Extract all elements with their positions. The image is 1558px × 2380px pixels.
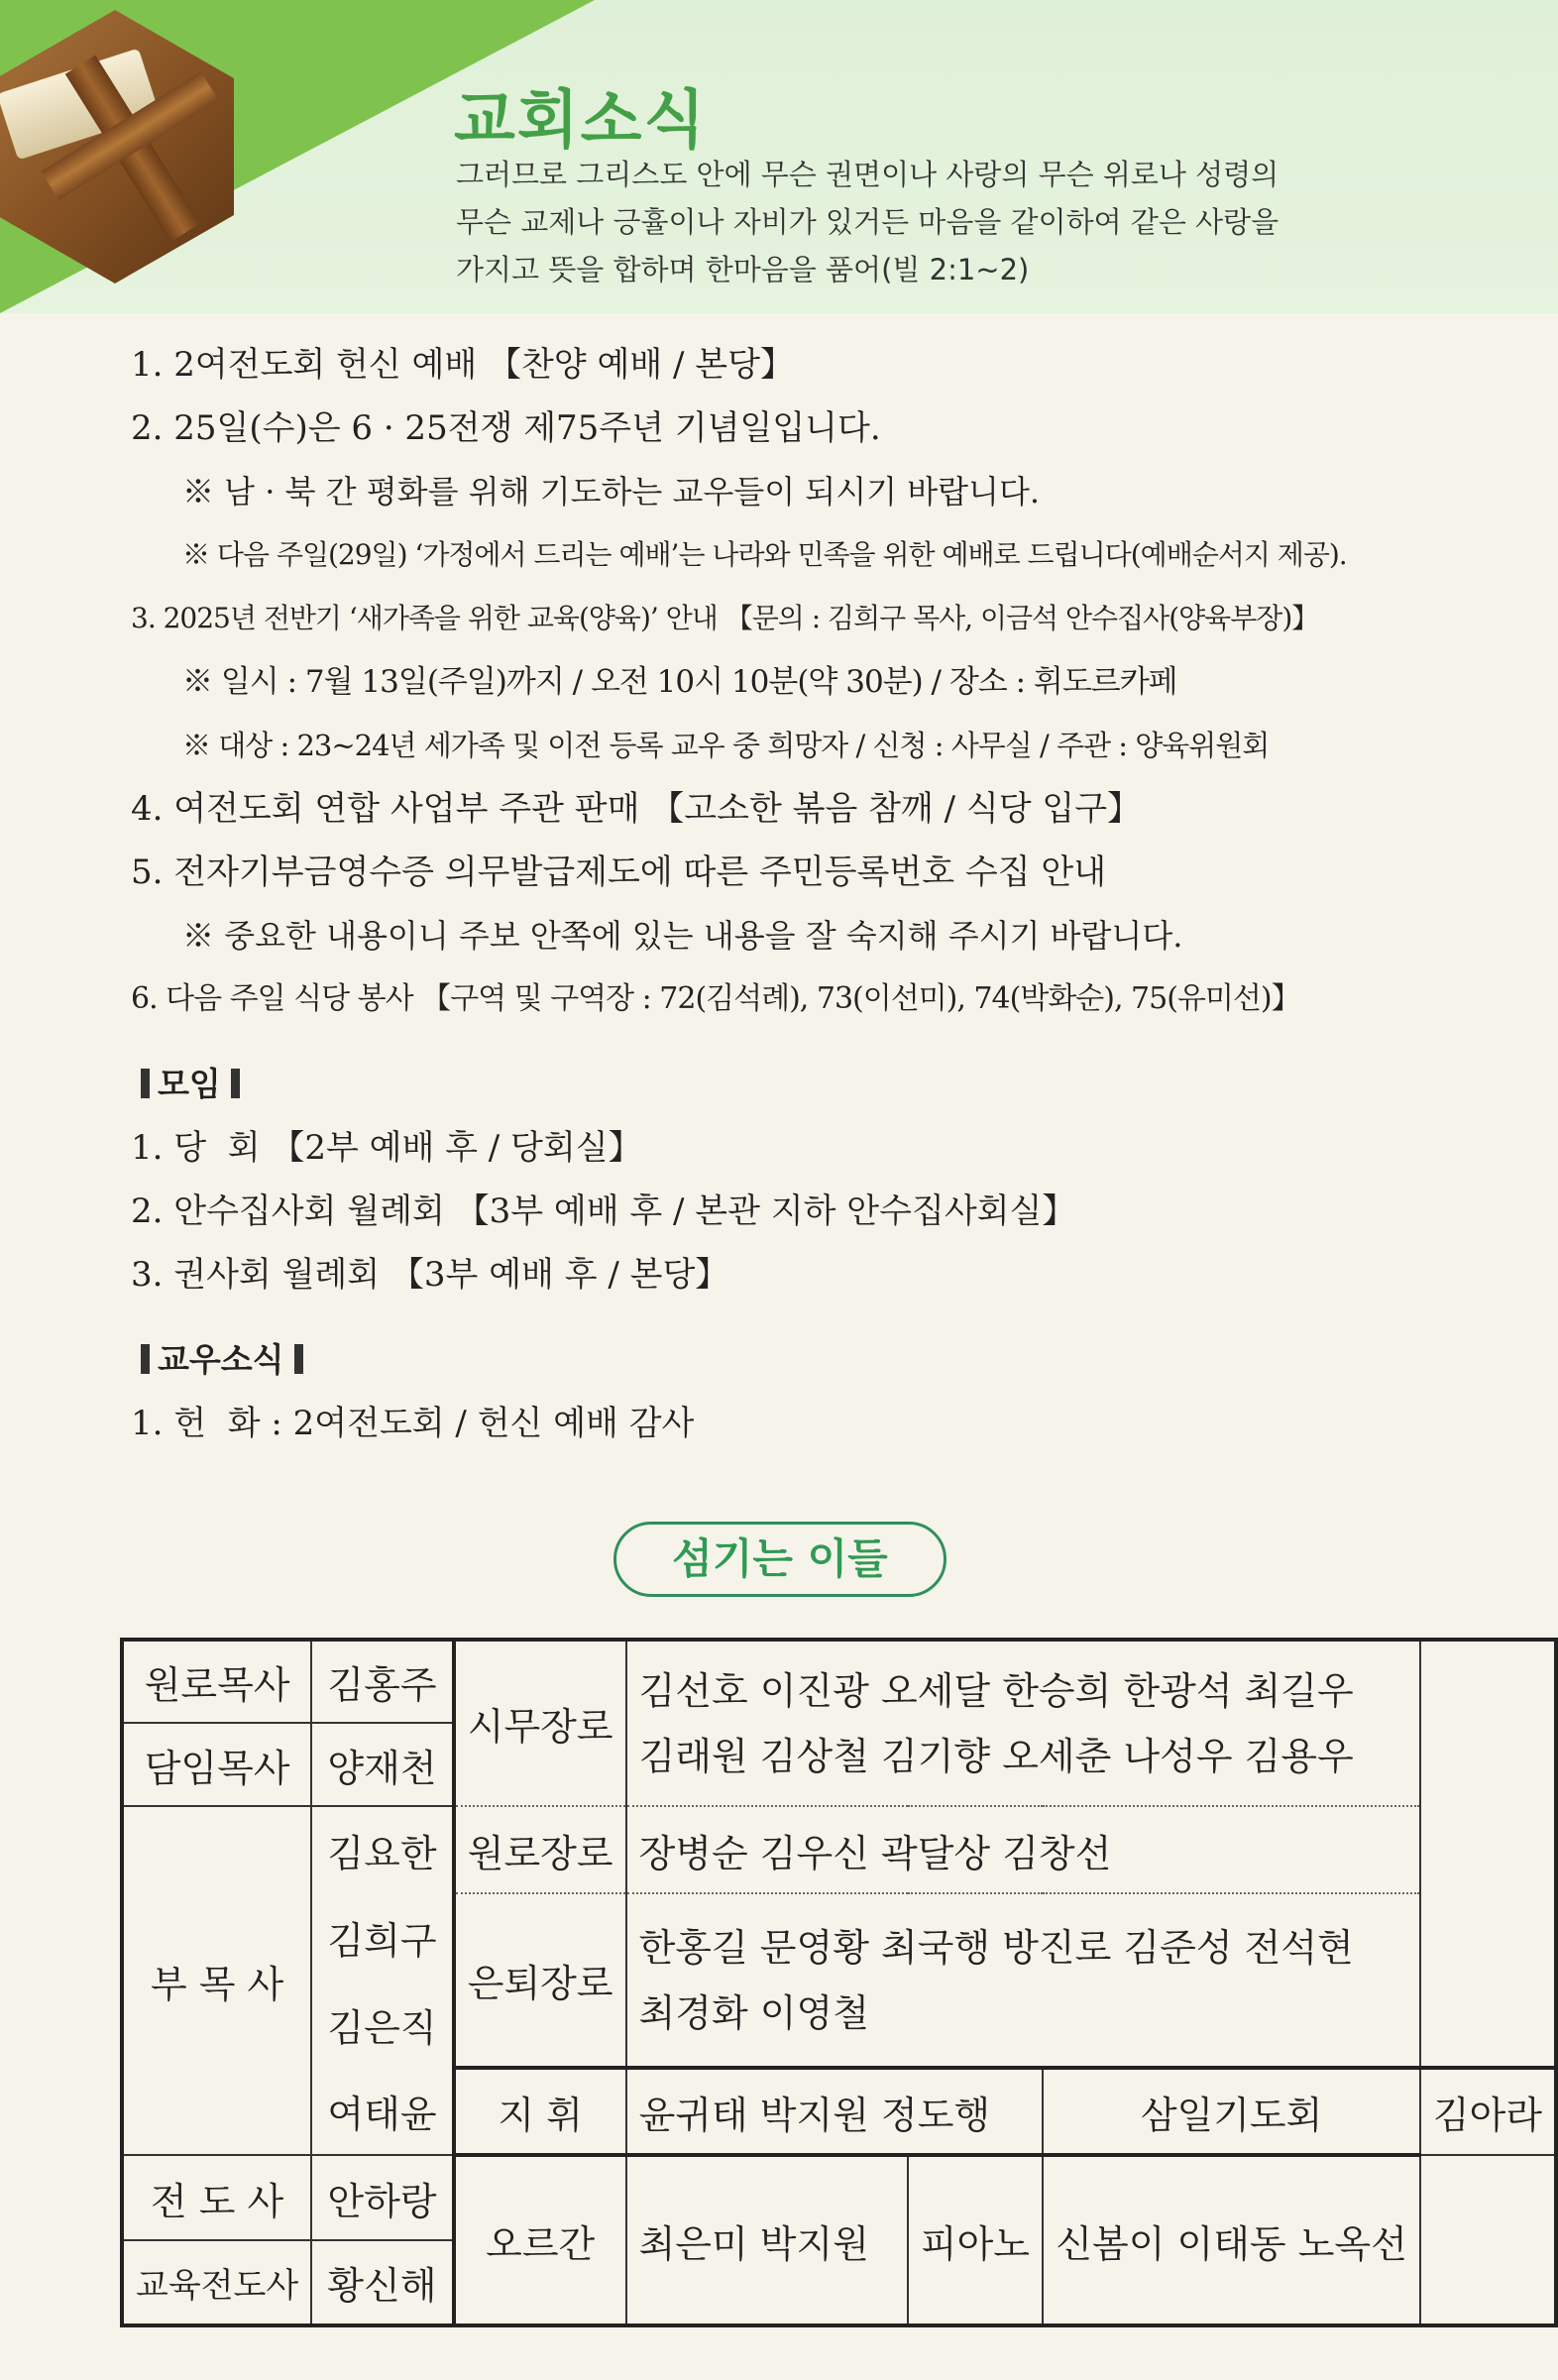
notice-item: 5. 전자기부금영수증 의무발급제도에 따른 주민등록번호 수집 안내	[131, 852, 1107, 892]
associate-pastor-name: 김희구	[311, 1893, 454, 1981]
name-line: 김선호 이진광 오세달 한승희 한광석 최길우	[638, 1668, 1354, 1713]
notice-subitem: ※ 대상 : 23~24년 세가족 및 이전 등록 교우 중 희망자 / 신청 : 사무실 / 주관 : 양육위원회	[182, 729, 1270, 762]
meeting-item: 3. 권사회 월례회 【3부 예배 후 / 본당】	[131, 1255, 729, 1295]
verse-line: 가지고 뜻을 합하며 한마음을 품어(빌 2:1~2)	[456, 253, 1030, 286]
conductor-label: 지 휘	[454, 2068, 626, 2155]
header-banner	[0, 0, 1558, 313]
notice-item: 1. 2여전도회 헌신 예배 【찬양 예배 / 본당】	[131, 345, 794, 385]
notice-subitem: ※ 일시 : 7월 13일(주일)까지 / 오전 10시 10분(약 30분) / 장소 : 휘도르카페	[182, 664, 1177, 700]
edu-evangelist-label: 교육전도사	[122, 2240, 311, 2325]
notice-subitem: ※ 중요한 내용이니 주보 안쪽에 있는 내용을 잘 숙지해 주시기 바랍니다.	[182, 917, 1183, 955]
wed-prayer-label: 삼일기도회	[1043, 2068, 1420, 2155]
meetings-heading: 모임	[131, 1053, 1449, 1116]
meeting-item: 2. 안수집사회 월례회 【3부 예배 후 / 본관 지하 안수집사회실】	[131, 1191, 1076, 1231]
associate-pastor-name: 김은직	[311, 1981, 454, 2068]
heading-bar-icon	[141, 1069, 150, 1098]
notice-subitem: ※ 남 · 북 간 평화를 위해 기도하는 교우들이 되시기 바랍니다.	[182, 473, 1041, 510]
name-line: 최경화 이영철	[638, 1990, 869, 2035]
servants-title-badge: 섬기는 이들	[613, 1522, 946, 1597]
emeritus-elders-label: 원로장로	[454, 1806, 626, 1893]
retired-elders-names	[626, 1893, 1420, 2068]
emeritus-elders-names: 장병순 김우신 곽달상 김창선	[626, 1806, 1420, 1893]
associate-pastor-name: 김요한	[311, 1806, 454, 1893]
servants-table	[120, 1638, 1558, 2327]
heading-bar-icon	[294, 1344, 303, 1374]
senior-pastor-label: 담임목사	[122, 1723, 311, 1806]
members-news-heading: 교우소식	[131, 1328, 1449, 1392]
verse-line: 그러므로 그리스도 안에 무슨 권면이나 사랑의 무슨 위로나 성령의	[456, 158, 1280, 191]
notice-item: 6. 다음 주일 식당 봉사 【구역 및 구역장 : 72(김석례), 73(이선미), 74(박화순), 75(유미선)】	[131, 981, 1300, 1016]
notice-item: 4. 여전도회 연합 사업부 주관 판매 【고소한 볶음 참깨 / 식당 입구】	[131, 789, 1142, 829]
verse-line: 무슨 교제나 긍휼이나 자비가 있거든 마음을 같이하여 같은 사랑을	[456, 205, 1280, 239]
organ-label: 오르간	[454, 2155, 626, 2325]
organist-names: 최은미 박지원	[626, 2155, 908, 2325]
evangelist-name: 안하랑	[311, 2155, 454, 2240]
associate-pastor-label: 부 목 사	[122, 1806, 311, 2155]
church-notices	[131, 333, 1449, 1455]
name-line: 한홍길 문영황 최국행 방진로 김준성 전석현	[638, 1925, 1354, 1970]
scripture-verse	[456, 151, 1506, 293]
senior-pastor-name: 양재천	[311, 1723, 454, 1806]
members-news-item: 1. 헌 화 : 2여전도회 / 헌신 예배 감사	[131, 1404, 695, 1443]
retired-elders-label: 은퇴장로	[454, 1893, 626, 2068]
piano-label: 피아노	[908, 2155, 1044, 2325]
active-elders-names	[626, 1640, 1420, 1806]
conductor-names: 윤귀태 박지원 정도행	[626, 2068, 1044, 2155]
edu-evangelist-name: 황신해	[311, 2240, 454, 2325]
notice-item: 3. 2025년 전반기 ‘새가족을 위한 교육(양육)’ 안내 【문의 : 김희구 목사, 이금석 안수집사(양육부장)】	[131, 602, 1319, 634]
active-elders-label: 시무장로	[454, 1640, 626, 1806]
associate-pastor-name: 여태윤	[311, 2068, 454, 2155]
emeritus-pastor-label: 원로목사	[122, 1640, 311, 1723]
meeting-item: 1. 당 회 【2부 예배 후 / 당회실】	[131, 1128, 642, 1168]
wed-prayer-name: 김아라	[1420, 2068, 1556, 2155]
notice-subitem: ※ 다음 주일(29일) ‘가정에서 드리는 예배’는 나라와 민족을 위한 예배로 드립니다(예배순서지 제공).	[182, 538, 1347, 571]
heading-bar-icon	[141, 1344, 150, 1374]
emeritus-pastor-name: 김홍주	[311, 1640, 454, 1723]
pianist-names: 신봄이 이태동 노옥선	[1043, 2155, 1420, 2325]
notice-item: 2. 25일(수)은 6 · 25전쟁 제75주년 기념일입니다.	[131, 408, 881, 448]
name-line: 김래원 김상철 김기향 오세춘 나성우 김용우	[638, 1734, 1354, 1778]
evangelist-label: 전 도 사	[122, 2155, 311, 2240]
page-title: 교회소식	[454, 84, 708, 158]
heading-bar-icon	[231, 1069, 240, 1098]
